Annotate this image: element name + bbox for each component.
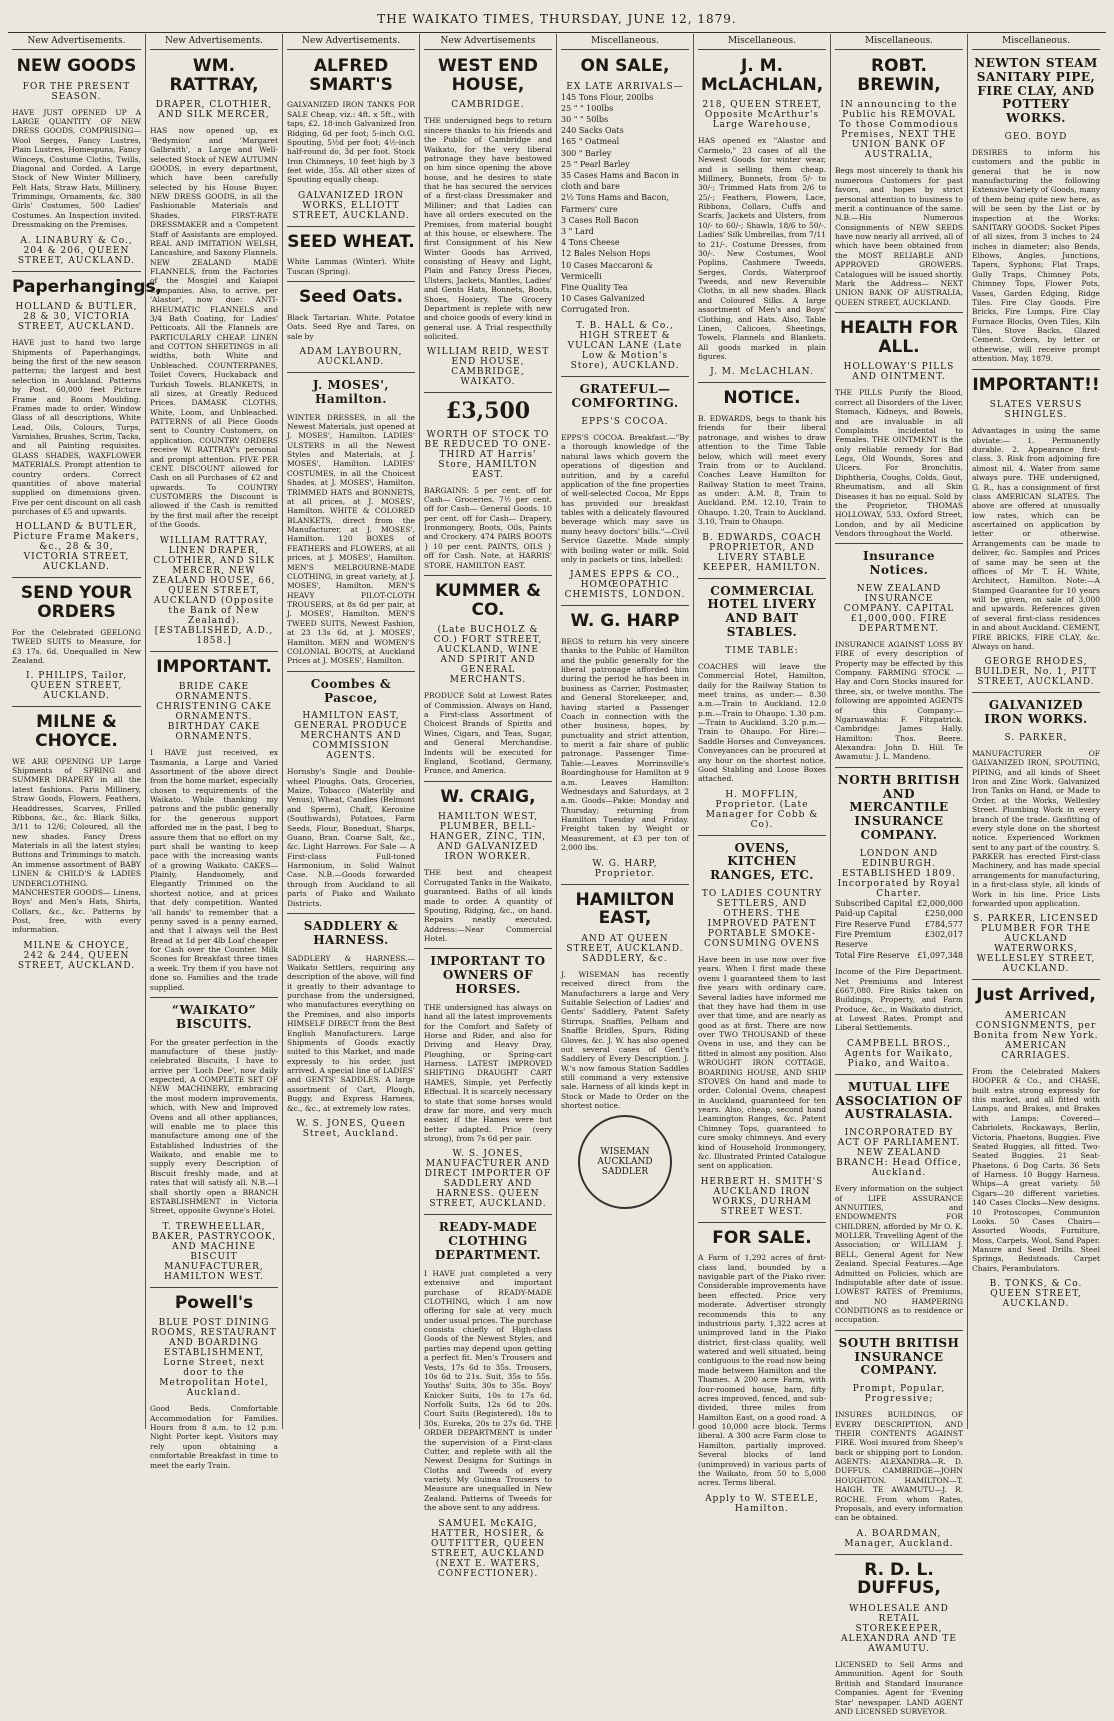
- list-item: 30 " " 50lbs: [561, 115, 609, 125]
- advertisement: [835, 54, 963, 313]
- ad-title: Just Arrived,: [976, 985, 1096, 1006]
- ad-subtitle: DRAPER, CLOTHIER, AND SILK MERCER,: [155, 100, 273, 121]
- ad-subtitle: FOR THE PRESENT SEASON.: [22, 81, 131, 102]
- row-label: Total Fire Reserve: [835, 950, 910, 960]
- ad-subtitle: BRIDE CAKE ORNAMENTS. CHRISTENING CAKE ORNAMENTS. BIRTHDAY CAKE ORNAMENTS.: [156, 682, 272, 743]
- advertisement: [972, 373, 1100, 694]
- ad-body: A Farm of 1,292 acres of first-class land, bounded by a navigable part of the Piako river. Considerable improvements have been effected. Price very moderate. Advertiser strongly recommends this to any industrious party. 1,322 acres at unimproved land in the Piako district, first-class quality, well watered and well situated, being contiguous to the road now being made between Hamilton and the Thames. A 200 acre Farm, with four-roomed house, barn, fifty acres improved, fenced, and sub-divided, three miles from Hamilton East, on a good road. A good 10,000 acre block. Terms liberal. A 300 acre Farm close to Hamilton, partially improved. Several blocks of land (unimproved) in various parts of the Waikato, from 50 to 5,000 acres. Terms liberal.: [698, 1253, 826, 1488]
- ad-subtitle: AND AT QUEEN STREET, AUCKLAND. SADDLERY, &c.: [566, 933, 684, 964]
- ad-title: W. CRAIG,: [440, 786, 536, 807]
- advertisement: [424, 785, 552, 950]
- column-4: [419, 34, 556, 1579]
- ad-title: WM. RATTRAY,: [169, 56, 259, 95]
- ad-body: Black Tartarian. White. Potatoe Oats. Seed Rye and Tares, on sale by: [287, 312, 415, 341]
- list-item: 2½ Tons Hams and Bacon, Farmers' cure: [561, 193, 669, 214]
- column-header: Miscellaneous.: [698, 34, 826, 50]
- ad-title: IMPORTANT TO OWNERS OF HORSES.: [430, 954, 546, 996]
- ad-body: Advantages in using the same obviate:— 1. Permanently durable. 2. Appearance first-class. 3. Risk from adjoining fire almost nil. 4. Water from same always pure. THE undersigned, G. R., has a consignment of first class AMERICAN SLATES. The above are offered at unusually low rates, which can be ascertained on application by letter or otherwise. Arrangements can be made to deliver, &c. Samples and Prices of same may be seen at the offices of Mr T. H. White, Architect, Hamilton. Note:—A Stamped Guarantee for 10 years will be given, on sale of 3,000 and upwards. References given of several first-class residences in and about Auckland. CEMENT, FIRE BRICKS, FIRE CLAY, &c. Always on hand.: [972, 426, 1100, 651]
- column-6: [693, 34, 830, 1514]
- ad-body: BEGS to return his very sincere thanks to the Public of Hamilton and the public generally for the liberal patronage afforded him during the period he has been in business as Carrier, Postmaster, and General Storekeeper, and, having started a Passenger Coach in connection with the other business, hopes, by punctuality and strict attention, to merit a fair share of public patronage. Passenger Time-Table:—Leaves Morrinsville's Boardinghouse for Hamilton at 9 a.m. Leaves Hamilton: Wednesdays and Saturdays, at 2 a.m. Goods—Pakie: Monday and Thursday; returning from Hamilton Tuesday and Friday. Freight taken by Weight or Measurement, at £3 per ton of 2,000 lbs.: [561, 636, 689, 853]
- row-label: Fire Reserve Fund: [835, 919, 911, 929]
- ad-subtitle: AMERICAN CONSIGNMENTS, per Bonita from New York. AMERICAN CARRIAGES.: [973, 1010, 1099, 1061]
- ad-signature: I. PHILIPS, Tailor, QUEEN STREET, AUCKLAND.: [26, 671, 127, 702]
- advertisement: [12, 275, 163, 579]
- ad-signature: W. S. JONES, MANUFACTURER AND DIRECT IMPORTER OF SADDLERY AND HARNESS. QUEEN STREET, AUCKLAND.: [424, 1149, 552, 1210]
- ad-body: Income of the Fire Department. Net Premiums and Interest £667,080. Fire Risks taken on Buildings, Property, and Farm Produce, &c., in Waikato district, at Lowest Rates. Prompt and Liberal Settlements.: [835, 967, 963, 1033]
- ad-subtitle: EPPS'S COCOA.: [581, 417, 669, 428]
- ad-body: GALVANIZED IRON TANKS FOR SALE Cheap, viz.: 4ft. x 5ft., with taps, £2. 18-inch Galvanized Iron Ridging, 6d per foot; 5-inch O.G. Spouting, 5½d per foot; 4½-inch half-round do, 3d per foot. Stock Iron Chimneys, 10 feet high by 3 feet wide, 35s. All other sizes of Spouting equally cheap.: [287, 100, 415, 185]
- ad-body: Good Beds. Comfortable Accommodation for Families. Hours from 8 a.m. to 12 p.m. Night Porter kept. Visitors may rely upon obtaining a comfortable Breakfast in time to meet the early Train.: [150, 1404, 278, 1470]
- ad-signature: HERBERT H. SMITH'S AUCKLAND IRON WORKS, DURHAM STREET WEST.: [700, 1176, 824, 1217]
- ad-subtitle: (Late BUCHOLZ & CO.) FORT STREET, AUCKLAND, WINE AND SPIRIT AND GENERAL MERCHANTS.: [433, 625, 543, 686]
- ad-title: SADDLERY & HARNESS.: [303, 918, 399, 947]
- ad-signature: B. EDWARDS, COACH PROPRIETOR, AND LIVERY STABLE KEEPER, HAMILTON.: [702, 532, 822, 573]
- ad-title: £3,500: [445, 398, 531, 425]
- advertisement: [424, 952, 552, 1215]
- ad-subtitle: CAMBRIDGE.: [451, 100, 525, 111]
- ad-body: SADDLERY & HARNESS.—Waikato Settlers, requiring any description of the above, will find it greatly to their advantage to purchase from the undersigned, who manufactures everything on the Premises, and also imports HIMSELF DIRECT from the Best English Manufacturers. Large Shipments of Goods exactly suited to this Market, and made expressly to his order, just arrived. A special line of LADIES' and GENTS' SADDLES. A large assortment of Cart, Plough, Buggy, and Express Harness, &c., &c., at extremely low rates.: [287, 953, 415, 1113]
- ad-subtitle: BLUE POST DINING ROOMS, RESTAURANT AND BOARDING ESTABLISHMENT, Lorne Street, next door to the Metropolitan Hotel, Auckland.: [151, 1318, 277, 1399]
- ad-subtitle: NEW ZEALAND INSURANCE COMPANY. CAPITAL £1,000,000. FIRE DEPARTMENT.: [843, 583, 955, 634]
- table-row: [835, 899, 963, 909]
- list-item: 25 " " 100lbs: [561, 103, 614, 113]
- advertisement: [287, 376, 415, 672]
- list-item: 3 " Lard: [561, 226, 594, 236]
- ad-signature: W. G. HARP, Proprietor.: [592, 858, 658, 879]
- ad-title: Powell's: [174, 1292, 254, 1313]
- ad-signature: A. BOARDMAN, Manager, Auckland.: [844, 1528, 954, 1549]
- ad-title: WEST END HOUSE,: [437, 56, 539, 95]
- ad-body: DESIRES to inform his customers and the public in general that he is now manufacturing the following Extensive Variety of Goods, many of them being quite new here, as will be seen by the List or by inspection at the Works: SANITARY GOODS. Socket Pipes of all sizes, from 3 inches to 24 inches in diameter; also Bends, Elbows, Angles, Junctions, Tapers, Syphons; Flat Traps, Gully Traps, Chimney Pots, Chimney Tops, Flower Pots, Vases, Garden Edging, Ridge Tiles. Fire Clay Goods. Fire Bricks, Fire Lumps, Fire Clay Furnace Blocks, Oven Tiles, Kiln Tiles, Stove Backs, Glazed Cement. Orders, by letter or otherwise, will receive prompt attention. May, 1879.: [972, 147, 1100, 364]
- ad-title: “WAIKATO” BISCUITS.: [171, 1002, 257, 1031]
- ad-body: THE PILLS Purify the Blood, correct all Disorders of the Liver, Stomach, Kidneys, and Bowels, and are invaluable in all Complaints incidental to Females. THE OINTMENT is the only reliable remedy for Bad Legs, Old Wounds, Sores and Ulcers. For Bronchitis, Diphtheria, Coughs, Colds, Gout, Rheumatism, and all Skin Diseases it has no equal. Sold by the Proprietor, THOMAS HOLLOWAY, 533, Oxford Street, London, and by all Medicine Vendors throughout the World.: [835, 388, 963, 538]
- ad-body: Have been in use now over five years. When I first made these ovens I guaranteed them to last five years with ordinary care. Several ladies have informed me that they have had them in use over that time, and are nearly as good as at first. There are now over TWO THOUSAND of these Ovens in use, and they can be fitted in almost any position. Also WROUGHT IRON COTTAGE, BOARDING HOUSE, AND SHIP STOVES On hand and made to order. Colonial Ovens, cheapest in Auckland, guaranteed for ten years. Also, cheap, second hand Leamington Ranges, &c. Patent Chimney Tops, guaranteed to cure smoky chimneys. And every kind of Household Ironmongery, &c. Illustrated Printed Catalogue sent on application.: [698, 955, 826, 1171]
- advertisement: [698, 839, 826, 1223]
- advertisement: [835, 1558, 963, 1721]
- column-header: New Advertisements: [424, 34, 552, 50]
- advertisement: [972, 983, 1100, 1314]
- ad-title: MUTUAL LIFE ASSOCIATION OF AUSTRALASIA.: [835, 1079, 963, 1122]
- ad-title: R. D. L. DUFFUS,: [857, 1559, 941, 1599]
- ad-signature: WILLIAM RATTRAY, LINEN DRAPER, CLOTHIER, AND SILK MERCER, NEW ZEALAND HOUSE, 66, QUEEN STREET, AUCKLAND (Opposite the Bank of New Zealand). [ESTABLISHED, A.D., 1858.]: [152, 535, 276, 646]
- ad-signature: MILNE & CHOYCE, 242 & 244, QUEEN STREET, AUCKLAND.: [17, 940, 136, 971]
- advertisement: [424, 396, 552, 576]
- ad-signature: GALVANIZED IRON WORKS, ELLIOTT STREET, AUCKLAND.: [292, 190, 410, 221]
- ad-body: For the greater perfection in the manufacture of these justly-celebrated Biscuits, I have to arrive per 'Loch Dee', now daily expected, A COMPLETE SET OF NEW MACHINERY, embracing the most modern improvements, which, with New and Improved Ovens and all other appliances, will enable me to place this manufacture among one of the Established Industries of the Waikato, and enable me to supply every Description of Biscuit freshly made, and at rates that will satisfy all. N.B.—I shall shortly open a BRANCH ESTABLISHMENT in Victoria Street, opposite Gwynne's Hotel.: [150, 1037, 278, 1216]
- ad-body: Every information on the subject of LIFE ASSURANCE ANNUITIES, and ENDOWMENTS FOR CHILDREN, afforded by Mr O. K. MOLLER, Travelling Agent of the Association; or WILLIAM J. BELL, General Agent for New Zealand. Special Features.—Age Admitted on Policies, which are Indisputable after date of issue. LOWEST RATES of Premiums, and NO HAMPERING CONDITIONS as to residence or occupation.: [835, 1184, 963, 1325]
- list-item: 25 " Pearl Barley: [561, 159, 630, 169]
- ad-signature: B. TONKS, & Co. QUEEN STREET, AUCKLAND.: [989, 1279, 1083, 1310]
- ad-subtitle: WHOLESALE AND RETAIL STOREKEEPER, ALEXANDRA AND TE AWAMUTU.: [841, 1604, 957, 1655]
- ad-subtitle: EX LATE ARRIVALS—: [566, 81, 684, 92]
- table-row: [835, 920, 963, 930]
- column-header: New Advertisements.: [12, 34, 141, 50]
- columns-container: [8, 34, 1106, 1716]
- ad-body: THE best and cheapest Corrugated Tanks in the Waikato, guaranteed. Baths of all kinds made to order. A quantity of Spouting, Ridging, &c., on hand. Repairs neatly executed. Address:—Near Commercial Hotel.: [424, 868, 552, 943]
- ad-title: READY-MADE CLOTHING DEPARTMENT.: [434, 1220, 542, 1262]
- list-item: 35 Cases Hams and Bacon in cloth and bare: [561, 171, 680, 192]
- ad-body: THE undersigned begs to return sincere thanks to his friends and the Public of Cambridge and Waikato, for the very liberal patronage they have bestowed on him since opening the above house, and he desires to state that he has secured the services of a first-class Dressmaker and Milliner; and that Ladies can have all orders executed on the Premises, from material bought at this house, or elsewhere. The first Consignment of his New Winter Goods has Arrived, consisting of Heavy and Light, Plain and Fancy Dress Pieces, Ulsters, Jackets, Mantles, Ladies' and Gents Hats, Bonnets, Boots, Shoes, Hosiery. The Grocery Department is replete with new and choice goods of every kind in general use. A Trial respectfully solicited.: [424, 116, 552, 341]
- advertisement: [972, 54, 1100, 370]
- ad-title: GALVANIZED IRON WORKS.: [984, 698, 1088, 727]
- advertisement: [287, 54, 415, 227]
- row-label: Fire Premium Reserve: [835, 930, 892, 950]
- ad-body: MANUFACTURER OF GALVANIZED IRON, SPOUTING, PIPING, and all kinds of Sheet Iron and Zinc Work. Galvanized Iron Tanks on Hand, or Made to Order, at the Works, Wellesley Street. Plumbing Work in every branch of the trade. Gasfitting of every style done on the shortest notice. Experienced Workmen sent to any part of the country. S. PARKER has erected First-class Machinery, and has made special arrangements for manufacturing, in a first-class style, all kinds of Work in his line. Price Lists forwarded upon application.: [972, 748, 1100, 908]
- ad-title: IMPORTANT!!: [972, 374, 1100, 395]
- advertisement: [835, 547, 963, 767]
- ad-signature: A. LINABURY & Co., 204 & 206, QUEEN STREET, AUCKLAND.: [17, 235, 136, 266]
- ad-title: J. MOSES', Hamilton.: [312, 378, 390, 406]
- list-item: 165 " Oatmeal: [561, 137, 620, 147]
- column-8: [967, 34, 1104, 1429]
- ad-title: HAMILTON EAST,: [575, 889, 675, 929]
- advertisement: [424, 1218, 552, 1583]
- row-label: Paid-up Capital: [835, 909, 898, 919]
- ad-body: HAS opened ex "Alastor and Carmelo," 23 cases of all the Newest Goods for winter wear, and is selling them cheap. Millinery, Bonnets, from 5/- to 30/-; Trimmed Hats from 2/6 to 25/-; Feathers, Flowers, Lace, Ribbons, Collars, Cuffs and Scarfs, Jackets and Ulsters, from 10/- to 60/-; Shawls, 18/6 to 50/-. Ladies' Silk Umbrellas, from 7/11 to 21/-. Costume Dresses, from 30/-. New Costumes, Wool Poplins, Cashmere Tweeds, Serges, Cords, Waterproof Tweeds, and new Reversible Cloths, in all new shades. Black and Coloured Silks. A large assortment of Men's and Boys' Clothing, and Hats. Also, Table Linen, Calicoes, Sheetings, Towels, Flannels and Blankets. All goods marked in plain figures.: [698, 136, 826, 361]
- ad-item-list: [561, 92, 689, 316]
- ad-signature: WILLIAM REID, WEST END HOUSE, CAMBRIDGE, WAIKATO.: [426, 347, 550, 388]
- ad-subtitle: IN announcing to the Public his REMOVAL To those Commodious Premises, NEXT THE UNION BANK OF AUSTRALIA,: [839, 100, 959, 161]
- advertisement: [150, 54, 278, 652]
- ad-subtitle: HAMILTON EAST, GENERAL PRODUCE MERCHANTS AND COMMISSION AGENTS.: [294, 711, 408, 762]
- ad-title: OVENS, KITCHEN RANGES, ETC.: [710, 840, 814, 883]
- ad-title: Coombes & Pascoe,: [310, 676, 392, 705]
- advertisement: [287, 285, 415, 373]
- ad-body: HAVE just to hand two large Shipments of Paperhangings, being the first of the new season patterns; the largest and best selection in Auckland. Patterns by Post. 60,000 feet Picture Frame and Room Moulding. Frames made to order. Window Glass of all descriptions, White Lead, Oils, Colours, Turps, Varnishes, Brushes, Scrim, Tacks, and all Painting requisites. GLASS SHADES, WAXFLOWER MATERIALS. Prompt attention to country orders. Correct quantities of above material supplied on dimensions given. Five per cent discount on all cash purchases of £5 and upwards.: [12, 338, 141, 516]
- masthead: THE WAIKATO TIMES, THURSDAY, JUNE 12, 1879.: [377, 12, 737, 26]
- advertisement: [12, 581, 141, 707]
- ad-body: LICENSED to Sell Arms and Ammunition. Agent for South British and Standard Insurance Companies. Agent for 'Evening Star' newspaper. LAND AGENT AND LICENSED SURVEYOR.: [835, 1660, 963, 1716]
- ad-subtitle: HOLLOWAY'S PILLS AND OINTMENT.: [843, 362, 955, 383]
- column-3: [282, 34, 419, 1429]
- ad-body: THE undersigned has always on hand all the latest improvements for the Comfort and Safety of Horse and Rider, and also for Driving and Heavy Dray, Ploughing, or Spring-cart Harness. LATEST IMPROVED SHIFTING DRAUGHT CART HAMES, Simple, yet Perfectly Effectual. It is scarcely necessary to state that some horses would draw far more, and very much easier, if the Hames were but better adapted. Price (very strong), from 7s 6d per pair.: [424, 1002, 552, 1144]
- ad-title: GRATEFUL—COMFORTING.: [571, 382, 679, 411]
- ad-subtitle: HOLLAND & BUTLER, 28 & 30, VICTORIA STREET, AUCKLAND.: [15, 302, 138, 333]
- ad-signature: ADAM LAYBOURN, AUCKLAND.: [299, 347, 403, 367]
- advertisement: [424, 54, 552, 393]
- advertisement: [835, 771, 963, 1075]
- ad-signature: Apply to W. STEELE, Hamilton.: [705, 1493, 819, 1514]
- ad-signature: JAMES EPPS & CO., HOMŒOPATHIC CHEMISTS, LONDON.: [564, 570, 686, 601]
- row-value: £784,577: [924, 919, 963, 929]
- advertisement: [561, 380, 689, 606]
- column-header: Miscellaneous.: [972, 34, 1100, 50]
- ad-subtitle: INCORPORATED BY ACT OF PARLIAMENT. NEW ZEALAND BRANCH: Head Office, Auckland.: [836, 1128, 962, 1179]
- saddle-logo: [578, 1115, 672, 1209]
- advertisement: [150, 1291, 278, 1475]
- ad-body: J. WISEMAN has recently received direct from the Manufacturers a large and Very Suitable Selection of Ladies' and Gents' Saddlery, Patent Safety Stirrups, Snaffles, Pelham and Snaffle Bridles, Spurs, Riding Gloves, &c. J. W. has also opened out several cases of Gent's Saddlery of Every Description. J. W.'s now famous Station Saddles still command a very extensive sale. Harness of all kinds kept in Stock or Made to Order on the shortest notice.: [561, 969, 689, 1111]
- ad-title: MILNE & CHOYCE.: [35, 712, 118, 751]
- list-item: 300 " Barley: [561, 148, 612, 158]
- advertisement: [698, 54, 826, 383]
- advertisement: [835, 1334, 963, 1555]
- ad-subtitle: TO LADIES COUNTRY SETTLERS, AND OTHERS. THE IMPROVED PATENT PORTABLE SMOKE-CONSUMING OVENS: [701, 889, 823, 950]
- ad-body: WE ARE OPENING UP Large Shipments of SPRING and SUMMER DRAPERY in all the latest fashions. Paris Millinery, Straw Goods, Flowers, Feathers, Headdresses, Scarves, Frilled Ribbons, &c., &c. Black Silks, 3/11 to 12/6; Coloured, all the new shades. Fancy Dress Materials in all the latest styles; Buttons and Trimmings to match. An immense assortment of BABY LINEN & CHILD'S & LADIES UNDERCLOTHING. MANCHESTER GOODS— Linens, Boys' and Men's Hats, Shirts, Collars, &c., &c. Patterns by Post, free, with every information.: [12, 756, 141, 935]
- ad-body: WINTER DRESSES, in all the Newest Materials, just opened at J. MOSES', Hamilton. LADIES' ULSTERS in all the Newest Styles and Materials, at J. MOSES', Hamilton. LADIES' COSTUMES, in all the Choicest Shades, at J. MOSES', Hamilton. TRIMMED HATS and BONNETS, at all prices, at J. MOSES', Hamilton. WHITE & COLORED BLANKETS, direct from the Manufacturer, at J. MOSES', Hamilton. 120 BOXES of FEATHERS and FLOWERS, at all prices, at J. MOSES', Hamilton. MEN'S MELBOURNE-MADE CLOTHING, in great variety, at J. MOSES', Hamilton. MEN'S HEAVY PILOT-CLOTH TROUSERS, at 8s 6d per pair, at J. MOSES', Hamilton. MEN'S TWEED SUITS, Newest Fashion, at 23 13s 6d, at J. MOSES', Hamilton. MEN and WOMEN'S COLONIAL BOOTS, at Auckland Prices at J. MOSES', Hamilton.: [287, 412, 415, 666]
- column-header: Miscellaneous.: [561, 34, 689, 50]
- row-value: £2,000,000: [917, 898, 963, 908]
- ad-title: IMPORTANT.: [156, 656, 272, 677]
- list-item: 10 Cases Maccaroni & Vermicelli: [561, 260, 653, 281]
- table-row: [835, 930, 963, 951]
- ad-body: BARGAINS: 5 per cent. off for Cash— Groceries. 7½ per cent. off for Cash— General Goods. 10 per cent. off for Cash— Drapery, Ironmongery, Boots, Oils, Paints and Crockery. 474 PAIRS BOOTS } 10 per cent. PAINTS, OILS } off for Cash. Note, at HARRIS' STORE, HAMILTON EAST.: [424, 485, 552, 570]
- advertisement: [150, 1001, 278, 1288]
- row-label: Subscribed Capital: [835, 898, 913, 908]
- ad-signature: GEORGE RHODES, BUILDER, No. 1, PITT STREET, AUCKLAND.: [974, 657, 1098, 688]
- row-value: £302,017: [924, 930, 963, 939]
- ad-subtitle: TIME TABLE:: [725, 645, 799, 656]
- ad-title: NOTICE.: [723, 388, 801, 409]
- ad-body: INSURANCE AGAINST LOSS BY FIRE of every description of Property may be effected by this Company. FARMING STOCK — Hay and Corn Stocks insured for three, six, or twelve months. The following are appointed AGENTS of this Company:— Ngaruawahia: F. Fitzpatrick. Cambridge: James Hally. Hamilton: Thos. Beere. Alexandra: John D. Hill. Te Awamutu: J. L. Mandeno.: [835, 639, 963, 762]
- column-5: [556, 34, 693, 1429]
- advertisement: [698, 386, 826, 578]
- ad-title: ROBT. BREWIN,: [857, 56, 941, 95]
- ad-title: SOUTH BRITISH INSURANCE COMPANY.: [838, 1335, 960, 1378]
- ad-title: Paperhangings,: [12, 276, 163, 297]
- ad-title: NEWTON STEAM SANITARY PIPE, FIRE CLAY, AND POTTERY WORKS.: [974, 56, 1098, 126]
- list-item: 10 Cases Galvanized Corrugated Iron.: [561, 294, 645, 315]
- column-1: [8, 34, 163, 1429]
- advertisement: [287, 230, 415, 282]
- ad-signature: CAMPBELL BROS., Agents for Waikato, Piako, and Waitoa.: [844, 1038, 954, 1069]
- column-header: New Advertisements.: [287, 34, 415, 50]
- ad-signature: HOLLAND & BUTLER, Picture Frame Makers, &c., 28 & 30, VICTORIA STREET, AUCKLAND.: [13, 522, 140, 573]
- ad-subtitle: 218, QUEEN STREET, Opposite McArthur's Large Warehouse,: [702, 100, 822, 131]
- ad-subtitle: LONDON AND EDINBURGH. ESTABLISHED 1809. Incorporated by Royal Charter.: [837, 848, 961, 899]
- advertisement: [12, 710, 141, 976]
- ad-title: W. G. HARP: [570, 611, 680, 632]
- column-header: New Advertisements.: [150, 34, 278, 50]
- ad-subtitle: S. PARKER,: [1004, 732, 1068, 743]
- advertisement: [835, 1078, 963, 1331]
- ad-body: INSURES BUILDINGS, OF EVERY DESCRIPTION, AND THEIR CONTENTS AGAINST FIRE. Wool insured from Sheep's back or shipping port to London. AGENTS: ALEXANDRA—R. D. DUFFUS. CAMBRIDGE—JOHN HOUGHTON. HAMILTON—T. HAIGH. TE AWAMUTU—J. R. ROCHE. From whom Rates, Proposals, and every information can be obtained.: [835, 1410, 963, 1523]
- advertisement: [287, 917, 415, 1144]
- column-7: [830, 34, 967, 1716]
- ad-body: White Lammas (Winter). White Tuscan (Spring).: [287, 257, 415, 276]
- ad-subtitle: Prompt, Popular, Progressive;: [852, 1384, 946, 1405]
- table-row: [835, 909, 963, 919]
- column-2: [145, 34, 282, 1470]
- ad-title: Insurance Notices.: [862, 549, 936, 578]
- advertisement: [561, 888, 689, 1218]
- ad-signature: SAMUEL McKAIG, HATTER, HOSIER, & OUTFITTER, QUEEN STREET, AUCKLAND (NEXT E. WATERS, CONFECTIONER).: [430, 1518, 546, 1579]
- ad-subtitle: HAMILTON WEST, PLUMBER, BELL-HANGER, ZINC, TIN, AND GALVANIZED IRON WORKER.: [429, 812, 547, 863]
- ad-body: Begs most sincerely to thank his numerous Customers for past favors, and hopes by strict personal attention to business to merit a continuance of the same. N.B.—His Numerous Consignments of NEW SEEDS have now nearly all arrived, all of which have been obtained from the MOST RELIABLE AND APPROVED GROWERS. Catalogues will be issued shortly. Mark the Address— NEXT UNION BANK OF AUSTRALIA, QUEEN STREET, AUCKLAND.: [835, 166, 963, 307]
- ad-body: Hornsby's Single and Double-wheel Ploughs. Oats, Groceries, Maize, Tobacco (Waterlily and Venus), Wheat, Candles (Belmont and Sperm), Chaff, Kerosine (Southwards), Potatoes, Farm Seeds, Flour, Boneduat, Sharps, Guano, Bran. Coarse Salt, &c., &c. Light Harrows. For Sale — A First-class Full-toned Harmonium, in Solid Walnut Case. N.B.—Goods forwarded through from Auckland to all parts of Piako and Waikato Districts.: [287, 767, 415, 908]
- list-item: 4 Tons Cheese: [561, 238, 620, 248]
- ad-signature: J. M. McLACHLAN.: [710, 367, 814, 378]
- ad-body: COACHES will leave the Commercial Hotel, Hamilton, daily for the Railway Station to meet trains, as under:— 8.30 a.m.—Train to Auckland. 12.0 p.m.—Train to Ohaupo. 1.30 p.m.—Train to Auckland. 3.20 p.m.—Train to Ohaupo. For Hire:—Saddle Horses and Conveyances. Conveyances can be procured at any hour on the shortest notice. Good Stabling and Loose Boxes attached.: [698, 661, 826, 784]
- advertisement: [698, 582, 826, 836]
- advertisement: [835, 316, 963, 544]
- ad-title: Seed Oats.: [298, 287, 404, 308]
- row-value: £250,000: [924, 909, 963, 919]
- ad-subtitle: GEO. BOYD: [1004, 131, 1068, 142]
- masthead-rule: [8, 32, 1106, 33]
- ad-signature: W. S. JONES, Queen Street, Auckland.: [296, 1118, 406, 1139]
- logo-text: WISEMAN AUCKLAND SADDLER: [597, 1146, 653, 1177]
- ad-body: HAVE JUST OPENED UP A LARGE QUANTITY OF NEW DRESS GOODS, COMPRISING— Wool Serges, Fancy Lustres, Plain Lustres, Homespuns, Fancy Winceys, Costume Cloths, Twills, Diagonal and Corded. A Large Stock of New Winter Millinery, Felt Hats, Straw Hats, Millinery, Trimmings, Ornaments, &c. 380 Girls' Costumes, 500 Ladies' Costumes. An Inspection invited. Dressmaking on the Premises.: [12, 107, 141, 230]
- ad-body: PRODUCE Sold at Lowest Rates of Commission. Always on Hand, a First-class Assortment of Choicest Brands of Spirits and Wines, Cigars, and Teas, Sugar, and General Merchandise. Indents will be executed for England, Scotland, Germany, France, and America.: [424, 691, 552, 776]
- ad-body: I HAVE just completed a very extensive and important purchase of READY-MADE CLOTHING, which I am now offering for sale at very much under usual prices. The purchase consists chiefly of High-class Goods of the Newest Styles, and parties may depend upon getting a perfect fit. Men's Trousers and Vests, 17s 6d to 35s. Trousers, 10s 6d to 21s. Suit, 35s to 55s. Youths' Suits, 30s to 35s. Boys' Knicker Suits, 10s to 17s 6d. Norfolk Suits, 12s 6d to 20s. Court Suits (Registered), 18s to 30s. Eureka, 20s to 27s 6d. THE ORDER DEPARTMENT is under the supervision of a First-class Cutter, and replete with all the Newest Designs for Suitings in Cloths and Tweeds of every variety. My Guinea Trousers to Measure are unequalled in New Zealand. Patterns of Tweeds for the above sent to any address.: [424, 1268, 552, 1513]
- advertisement: [287, 675, 415, 914]
- advertisement: [561, 54, 689, 377]
- ad-title: NEW GOODS: [16, 56, 137, 76]
- ad-title: SEED WHEAT.: [287, 231, 415, 252]
- advertisement: [150, 655, 278, 998]
- ad-title: SEND YOUR ORDERS: [20, 583, 133, 623]
- ad-title: FOR SALE.: [712, 1227, 812, 1248]
- ad-body: For the Celebrated GEELONG TWEED SUITS to Measure, for £3 17s. 6d. Unequalled in New Zealand.: [12, 627, 141, 665]
- ad-title: NORTH BRITISH AND MERCANTILE INSURANCE COMPANY.: [837, 772, 961, 843]
- ad-signature: H. MOFFLIN, Proprietor. (Late Manager for Cobb & Co).: [705, 789, 819, 830]
- ad-body: From the Celebrated Makers HOOPER & Co., and CHASE, built extra strong expressly for this market, and all fitted with Lamps, and Brakes, and Brakes with Lamps: Covered—Cabriolets, Rockaways, Berlin, Victoria, Phaetons, Buggies. Five Seated Buggies, all fitted. Two-Seated Buggies. 21 Seat-Phaetons. 6 Dog Carts. 36 Sets of Harness. 10 Buggy Harness. Whips—A great variety. 50 Cigars—20 different varieties. 140 Cases Clocks—New designs. 10 Protoscopes, Communion Looks. 50 Cases Chairs—Assorted Woods, Furniture, Moss, Carpets, Wool, Sand Paper. Manure and Seed Drills. Steel Springs, Bedsteads. Carpet Chairs, Perambulators.: [972, 1066, 1100, 1273]
- advertisement: [12, 54, 141, 272]
- list-item: 145 Tons Flour, 200lbs: [561, 92, 654, 102]
- advertisement: [972, 696, 1100, 980]
- advertisement: [698, 1226, 826, 1519]
- table-row: [835, 951, 963, 961]
- ad-body: HAS now opened up, ex 'Bedymion' and 'Margaret Galbraith', a Large and Well-selected Stock of NEW AUTUMN GOODS, in every department, which have been carefully selected by his House Buyer. NEW DRESS GOODS, in all the Fashionable Materials and Shades. FIRST-RATE DRESSMAKER and a Competent Staff of Assistants are employed. REAL AND IMITATION WELSH, Lancashire, and Saxony Flannels. NEW ZEALAND MADE FLANNELS, from the Factories of the Mosgiel and Kaiapoi Companies. Also, to arrive, per 'Alastor', now due: ANTI-RHEUMATIC FLANNELS and 3/4 Bath Coating, for Ladies' Petticoats. All the Flannels are PARTICULARLY CHEAP. LINEN and COTTON SHEETINGS in all widths, both White and Unbleached. COUNTERPANES, Toilet Covers, Huckaback and Turkish Towels. BLANKETS, in all sizes, at Greatly Reduced Prices. DAMASK CLOTHS, White, Loom, and Unbleached. PATTERNS of all Piece Goods sent to Country Customers, on application. COUNTRY ORDERS receive W. RATTRAY's personal and prompt attention. FIVE PER CENT. DISCOUNT allowed for Cash on all Purchases of £2 and upwards. To COUNTRY CUSTOMERS the Discount is allowed if the Cash is remitted by the first mail after the receipt of the Goods.: [150, 126, 278, 530]
- ad-title: ALFRED SMART'S: [309, 56, 393, 95]
- ad-title: KUMMER & CO.: [435, 580, 541, 620]
- ad-signature: S. PARKER, LICENSED PLUMBER FOR THE AUCKLAND WATERWORKS, WELLESLEY STREET, AUCKLAND.: [973, 914, 1099, 975]
- list-item: Fine Quality Tea: [561, 282, 628, 292]
- advertisement: [561, 609, 689, 884]
- ad-title: ON SALE,: [580, 56, 670, 76]
- ad-body: EPPS'S COCOA. Breakfast.—"By a thorough knowledge of the natural laws which govern the operations of digestion and nutrition, and by a careful application of the fine properties of well-selected Cocoa, Mr Epps has provided our breakfast tables with a delicately flavoured beverage which may save us many heavy doctors' bills."—Civil Service Gazette. Made simply with boiling water or milk. Sold only in packets or tins, labelled:: [561, 433, 689, 564]
- list-item: 3 Cases Roll Bacon: [561, 215, 639, 225]
- ad-signature: T. B. HALL & Co., HIGH STREET & VULCAN LANE (Late Low & Motion's Store), AUCKLAND.: [567, 321, 683, 372]
- ad-signature: T. TREWHEELLAR, BAKER, PASTRYCOOK, AND MACHINE BISCUIT MANUFACTURER, HAMILTON WEST.: [151, 1221, 277, 1282]
- ad-subtitle: SLATES VERSUS SHINGLES.: [989, 400, 1083, 421]
- row-value: £1,097,348: [917, 950, 963, 960]
- ad-title: COMMERCIAL HOTEL LIVERY AND BAIT STABLES.: [707, 583, 817, 639]
- list-item: 240 Sacks Oats: [561, 126, 624, 136]
- column-header: Miscellaneous.: [835, 34, 963, 50]
- advertisement: [424, 579, 552, 782]
- ad-title: J. M. McLACHLAN,: [700, 56, 824, 95]
- list-item: 12 Bales Nelson Hops: [561, 249, 651, 259]
- ad-body: I HAVE just received, ex Tasmania, a Large and Varied Assortment of the above direct from the home market, especially chosen to requirements of the Waikato. While thanking my patrons and the public generally for the generous support afforded me in the past, I beg to assure them that no effort on my part shall be wanting to keep pace with the increasing wants of a growing Waikato. CAKES—Plainly, Handsomely, and Elegantly Trimmed on the shortest notice, and at prices that defy competition. Wanted 'all hands' to remember that a penny saved is a penny earned, and that I always sell the Best Bread at 1d per 4lb Loaf cheaper for Cash over the Counter. Milk Scones for Breakfast three times a week. Try them if you have not done so. Families and the trade supplied.: [150, 748, 278, 992]
- ad-title: HEALTH FOR ALL.: [840, 318, 958, 357]
- ad-subtitle: WORTH OF STOCK TO BE REDUCED TO ONE-THIRD AT Harris' Store, HAMILTON EAST.: [424, 429, 552, 480]
- ad-body: B. EDWARDS, begs to thank his friends for their liberal patronage, and wishes to draw attention to the Time Table below, which will meet every Train from or to Auckland. Coaches Leave Hamilton for Railway Station to meet Trains, as under: A.M. 8, Train to Auckland. P.M. 12.10, Train to Ohaupo. 1.20, Train to Auckland. 3.10, Train to Ohaupo.: [698, 414, 826, 527]
